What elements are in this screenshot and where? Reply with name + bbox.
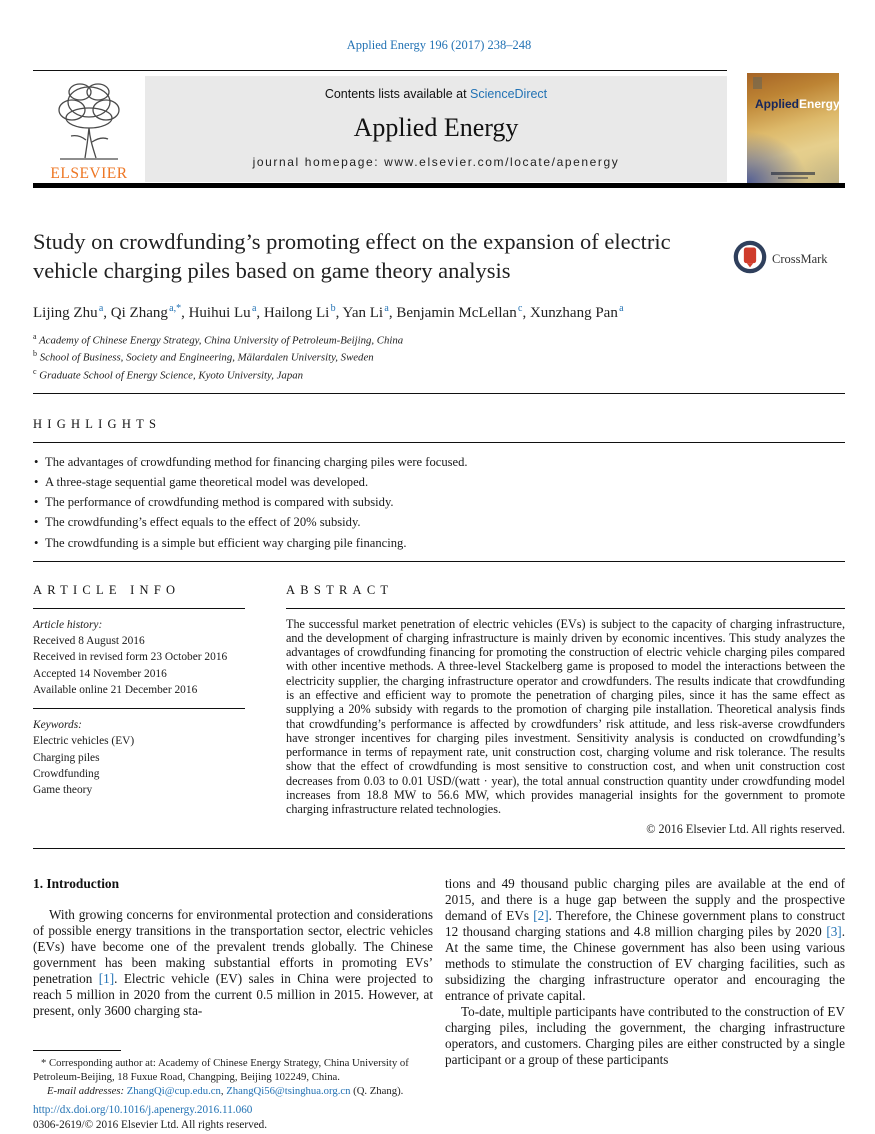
cover-title-energy: Energy [799,97,840,111]
highlights-heading: HIGHLIGHTS [33,416,162,431]
author-affiliation-sup[interactable]: c [517,302,523,314]
keyword-item: Electric vehicles (EV) [33,735,135,748]
affiliation-text: Graduate School of Energy Science, Kyoto University, Japan [39,369,304,382]
sciencedirect-link[interactable]: ScienceDirect [470,87,548,101]
author-list [33,303,845,322]
author [342,302,397,321]
affiliation-list [33,331,845,384]
journal-cover-area [727,70,845,183]
divider [33,708,245,709]
highlights-list [33,452,845,553]
article-info-column [33,583,245,838]
email-suffix: (Q. Zhang). [350,1085,404,1098]
intro-paragraph-left: With growing concerns for environmental protection and considerations of possible energy transitions in the transportation sector, electric vehicles (EVs) have become one of the prevalent trends globally. The Chinese government has been making substantial efforts in promoting EVs’ penetration [1]. Electric vehicle (EV) sales in China were projected to reach 5 million in 2020 from the current 0.5 million in 2015. However, at present, only 3600 charging sta- [33,907,433,1019]
divider [33,608,245,609]
highlight-item: • The crowdfunding’s effect equals to the effect of 20% subsidy. [33,512,845,532]
citation-ref[interactable]: [2] [533,908,549,924]
email-link-2[interactable]: ZhangQi56@tsinghua.org.cn [226,1085,351,1098]
section-heading-introduction: 1. Introduction [33,876,120,892]
abstract-text: The successful market penetration of electric vehicles (EVs) is subject to the capacity of charging infrastructure, and the development of charging infrastructure is mainly driven by economic incentives. This study analyzes the advantages of crowdfunding financing for promoting the construction of electric vehicle charging piles compared with other incentive methods. A three-level Stackelberg game is proposed to model the interactions between the electricity supplier, the charging infrastructure operator and crowdfunders. The results indicate that crowdfunding is an effective and efficient way to promote the penetration of charging piles, since it has the same effect as supplying a 20% subsidy with regards to the promotion of charging pile installation. Theoretical analysis finds that crowdfunding’s performance is affected by crowdfunders’ risk attitude, and less risk-averse crowdfunders have stronger incentives for charging piles investment. Sensitivity analysis is conducted on crowdfunding’s performance in terms of repayment rate, unit construction cost, charging volume and risk tolerance. The results show that the effect of crowdfunding is most sensitive to construction cost, and when unit construction cost decreases from 0.03 to 0.01 USD/(watt · year), the total annual construction quantity under crowdfunding model increases from 18.8 MW to 56.6 MW, which provides managerial insights for the government to promote charging infrastructure related technologies. [286,616,845,817]
abstract-heading: ABSTRACT [286,582,394,597]
author-affiliation-sup[interactable]: a [619,302,624,314]
author [396,302,530,321]
journal-title: Applied Energy [353,113,519,142]
cover-bottom-bar2 [778,177,808,179]
author-name: Yan Li [342,304,384,321]
highlight-item: • The advantages of crowdfunding method for financing charging piles were focused. [33,452,845,472]
elsevier-tree-icon [33,78,145,164]
affiliation [33,366,845,384]
history-item: Accepted 14 November 2016 [33,667,167,680]
journal-cover-image[interactable] [747,73,839,183]
history-list [33,633,245,698]
elsevier-logo [33,76,145,183]
divider [33,848,845,849]
footnote-rule [33,1050,121,1051]
author [263,302,343,321]
abstract-copyright: © 2016 Elsevier Ltd. All rights reserved. [646,822,845,837]
doi-link[interactable]: http://dx.doi.org/10.1016/j.apenergy.2016.11.060 [33,1104,253,1117]
author-affiliation-sup[interactable]: a,* [169,302,182,314]
affiliation [33,331,845,349]
email-addresses-line [33,1084,433,1098]
divider [33,393,845,394]
cover-bottom-bar [771,172,815,175]
affiliation-sup: b [33,349,37,359]
highlight-item: • The performance of crowdfunding method is compared with subsidy. [33,492,845,512]
article-info-heading: ARTICLE INFO [33,582,181,597]
author [110,302,189,321]
keywords-label: Keywords: [33,718,82,731]
affiliation-text: Academy of Chinese Energy Strategy, China University of Petroleum-Beijing, China [39,334,404,347]
corresponding-author-note: * Corresponding author at: Academy of Chinese Energy Strategy, China University of Petroleum-Beijing, 18 Fuxue Road, Changping, Beijing 102249, China. [33,1056,409,1083]
abstract-column [286,583,845,838]
author-affiliation-sup[interactable]: a [384,302,389,314]
body-right-column [445,876,845,1098]
email-label: E-mail addresses: [47,1085,127,1098]
journal-citation: Applied Energy 196 (2017) 238–248 [346,38,532,52]
divider [286,608,845,609]
contents-line [145,87,727,101]
author [33,302,111,321]
crossmark-badge[interactable] [733,234,845,286]
author-affiliation-sup[interactable]: b [330,302,336,314]
history-label: Article history: [33,618,103,631]
citation-ref[interactable]: [1] [98,971,115,987]
body-left-column [33,876,433,1098]
author-name: Qi Zhang [110,304,168,321]
email-separator: , [220,1085,227,1098]
journal-banner [145,76,727,182]
author-name: Xunzhang Pan [529,304,618,321]
author [188,302,264,321]
author-name: Lijing Zhu [33,304,98,321]
author-name: Hailong Li [263,304,330,321]
footnote-block [33,1050,433,1099]
affiliation-text: School of Business, Society and Engineering, Mälardalen University, Sweden [39,351,374,364]
journal-header [33,70,845,183]
cover-logo-icon [753,77,762,89]
author-name: Benjamin McLellan [396,304,517,321]
history-item: Received in revised form 23 October 2016 [33,651,228,664]
keyword-item: Crowdfunding [33,767,100,780]
crossmark-label: CrossMark [772,252,828,267]
journal-homepage-link[interactable]: journal homepage: www.elsevier.com/locate/apenergy [252,155,620,169]
page-footer [33,1103,845,1133]
divider [33,561,845,562]
affiliation-sup: c [33,367,37,377]
author [529,302,624,321]
issn-rights-line: 0306-2619/© 2016 Elsevier Ltd. All rights reserved. [33,1119,268,1132]
history-item: Received 8 August 2016 [33,635,145,648]
keywords-list [33,733,245,798]
journal-header-left [33,70,727,183]
keyword-item: Game theory [33,784,93,797]
paper-title: Study on crowdfunding’s promoting effect on the expansion of electric vehicle charging piles based on game theory analysis [33,229,671,283]
intro-paragraph-right-2: To-date, multiple participants have contributed to the construction of EV charging piles, including the government, the charging infrastructure operators, and customers. Charging piles are either constructed by a single participant or a group of these participants [445,1004,845,1068]
crossmark-icon [733,240,767,279]
affiliation-sup: a [33,331,37,341]
elsevier-wordmark: ELSEVIER [50,165,128,182]
contents-prefix: Contents lists available at [324,87,471,101]
email-link-1[interactable]: ZhangQi@cup.edu.cn [126,1085,221,1098]
header-divider-bar [33,183,845,188]
highlight-item: • The crowdfunding is a simple but efficient way charging pile financing. [33,533,845,553]
highlight-item: • A three-stage sequential game theoretical model was developed. [33,472,845,492]
history-item: Available online 21 December 2016 [33,683,198,696]
author-name: Huihui Lu [188,304,251,321]
cover-title [755,97,840,111]
intro-paragraph-right-1: tions and 49 thousand public charging piles are available at the end of 2015, and there is a huge gap between the supply and the prospective demand of EVs [2]. Therefore, the Chinese government plans to construct 12 thousand charging stations and 4.8 million charging piles by 2020 [3]. At the same time, the Chinese government has also been using various methods to stimulate the construction of EV charging facilities, such as subsidizing the charging infrastructure operator and encouraging the entrance of private capital. [445,876,845,1004]
affiliation [33,348,845,366]
keyword-item: Charging piles [33,751,100,764]
author-affiliation-sup[interactable]: a [98,302,104,314]
author-affiliation-sup[interactable]: a [251,302,257,314]
citation-ref[interactable]: [3] [826,924,842,940]
divider [33,442,845,443]
cover-title-applied: Applied [755,97,799,111]
